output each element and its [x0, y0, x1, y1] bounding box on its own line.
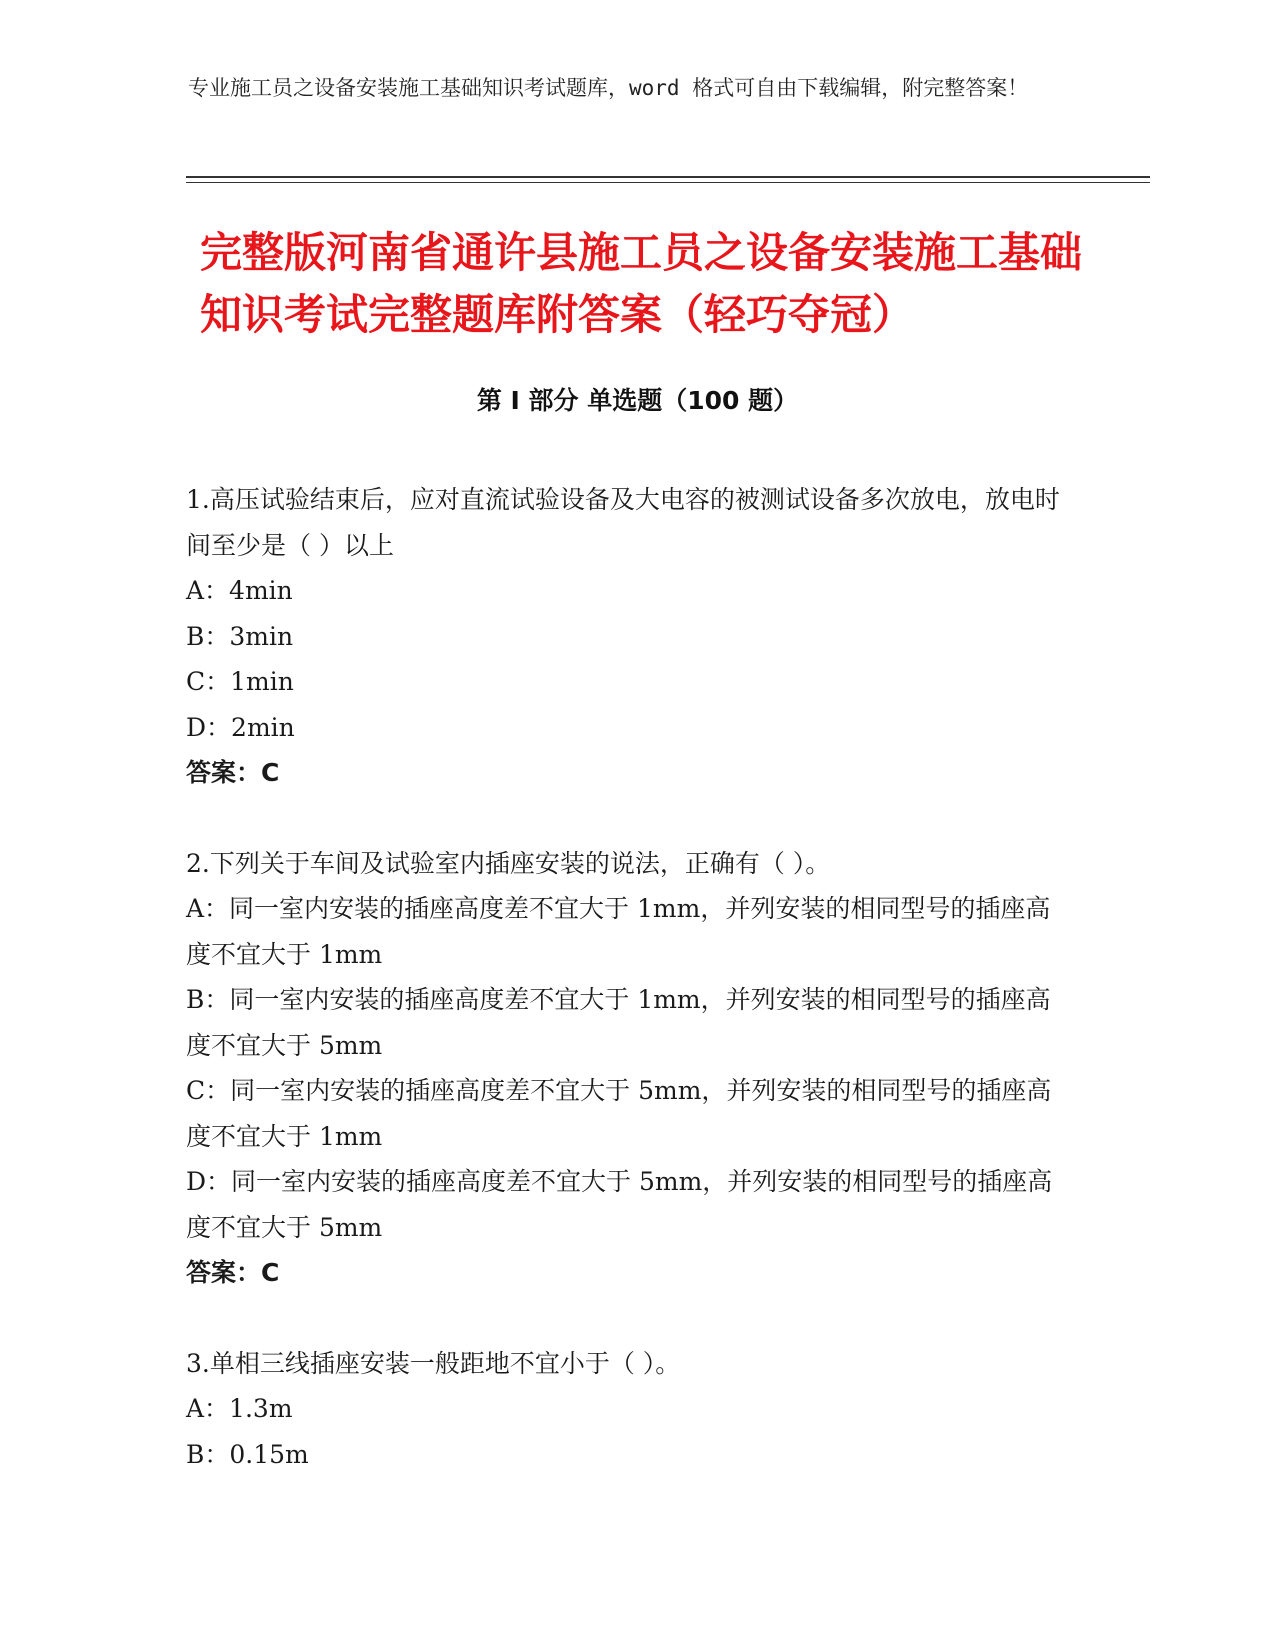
option-a: A：同一室内安装的插座高度差不宜大于 1mm，并列安装的相同型号的插座高度不宜大于 1mm: [186, 894, 1051, 969]
option-b: B：0.15m: [186, 1439, 309, 1469]
option-a: A：4min: [186, 576, 293, 605]
option-b: B：同一室内安装的插座高度差不宜大于 1mm，并列安装的相同型号的插座高度不宜大于 5mm: [186, 985, 1051, 1060]
answer: 答案：C: [186, 1258, 280, 1287]
question-stem: 2.下列关于车间及试验室内插座安装的说法，正确有（ ）。: [186, 848, 831, 878]
document-title: 完整版河南省通许县施工员之设备安装施工基础知识考试完整题库附答案（轻巧夺冠）: [200, 228, 1083, 339]
option-a: A：1.3m: [186, 1394, 293, 1423]
question-stem: 1.高压试验结束后，应对直流试验设备及大电容的被测试设备多次放电，放电时间至少是（ ）以上: [186, 485, 1060, 560]
question-3: [186, 1341, 1066, 1478]
answer: 答案：C: [186, 758, 280, 787]
header-note: 专业施工员之设备安装施工基础知识考试题库，word 格式可自由下载编辑，附完整答案！: [188, 76, 1029, 100]
option-c: C：1min: [186, 667, 294, 696]
question-list: [186, 477, 1066, 1522]
option-b: B：3min: [186, 621, 294, 651]
header-divider-thin: [186, 182, 1150, 183]
header-divider-thick: [186, 176, 1150, 178]
section-title: 第 I 部分 单选题（100 题）: [476, 386, 799, 415]
option-d: D：同一室内安装的插座高度差不宜大于 5mm，并列安装的相同型号的插座高度不宜大于 5mm: [186, 1167, 1053, 1242]
question-stem: 3.单相三线插座安装一般距地不宜小于（ ）。: [186, 1348, 681, 1378]
question-1: [186, 477, 1066, 796]
question-2: [186, 841, 1066, 1296]
option-c: C：同一室内安装的插座高度差不宜大于 5mm，并列安装的相同型号的插座高度不宜大于 1mm: [186, 1076, 1052, 1151]
option-d: D：2min: [186, 712, 295, 742]
